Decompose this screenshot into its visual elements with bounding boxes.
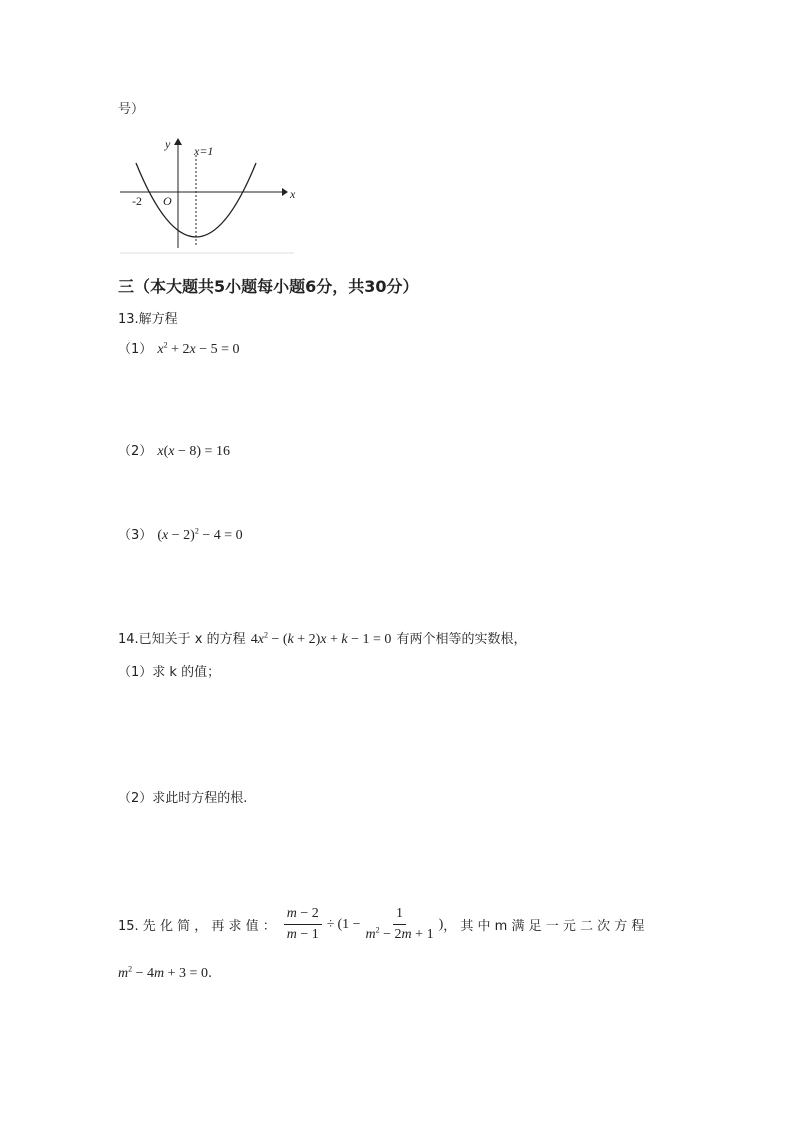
q15-stem [118, 906, 644, 943]
q15-expression: $\frac{m - 2}{m - 1}$ ÷ (1 − $\frac{1}{m^2 - 2m + 1}$ ) [282, 906, 444, 943]
q14-prefix: 14.已知关于 x 的方程 [118, 632, 246, 647]
symmetry-axis-label: x=1 [194, 144, 214, 158]
x-axis-arrow-icon [282, 188, 288, 196]
x-axis-label: x [290, 187, 296, 201]
q14-part2: （2）求此时方程的根. [118, 791, 248, 806]
q15-suffix: ， 其 中 m 满 足 一 元 二 次 方 程 [443, 919, 645, 934]
section-title: 三（本大题共5小题每小题6分，共30分） [118, 277, 419, 296]
q13-part2-number: （2） [118, 444, 153, 459]
y-axis-arrow-icon [174, 138, 182, 145]
q15-condition [118, 962, 212, 982]
q15-fraction-1: $\frac{m - 2}{m - 1}$ [284, 906, 322, 943]
q14-suffix: 有两个相等的实数根， [396, 632, 527, 647]
q13-part3-equation: $(x - 2)^2 - 4 = 0$ [157, 526, 243, 543]
q13-part2 [118, 440, 230, 460]
q15-condition-equation: $m^2 - 4m + 3 = 0$ [118, 964, 208, 981]
y-axis-label: y [165, 137, 171, 151]
page-fragment-text: 号） [118, 102, 145, 117]
q14-stem [118, 628, 527, 648]
q15-prefix: 15. 先 化 简 ， 再 求 值 ： [118, 919, 276, 934]
origin-label: O [163, 194, 172, 208]
q13-part3-number: （3） [118, 528, 153, 543]
negative-two-label: -2 [132, 194, 142, 208]
q13-part1 [118, 338, 240, 358]
q13-title: 13.解方程 [118, 312, 178, 327]
q14-equation: $4x^2 - (k + 2)x + k - 1 = 0$ [250, 630, 392, 647]
q14-part1: （1）求 k 的值； [118, 665, 221, 680]
q15-fraction-2: $\frac{1}{m^2 - 2m + 1}$ [365, 906, 434, 942]
q13-part1-number: （1） [118, 342, 153, 357]
q13-part3 [118, 524, 243, 544]
q13-part1-equation: $x^2 + 2x - 5 = 0$ [157, 340, 240, 357]
q13-part2-equation: x(x − 8) = 16 [157, 444, 230, 459]
parabola-graph [112, 133, 297, 255]
q15-end-period: . [207, 966, 213, 981]
